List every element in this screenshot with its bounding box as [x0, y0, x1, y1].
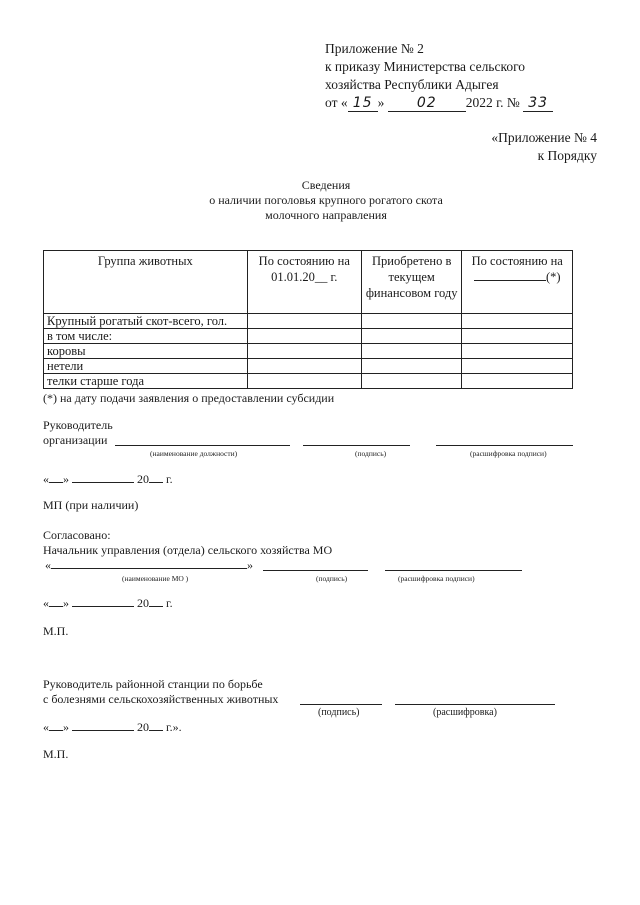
sig1-position-line — [115, 445, 290, 446]
table-cell — [462, 344, 573, 359]
sig1-caption-position: (наименование должности) — [150, 449, 238, 458]
agreed-caption-decode: (расшифровка подписи) — [398, 574, 475, 583]
header-line-2: к приказу Министерства сельского — [325, 59, 526, 74]
table-header-acquired: Приобретено в текущем финансовом году — [361, 251, 462, 314]
row-label: в том числе: — [44, 329, 248, 344]
agreed-line-2: Начальник управления (отдела) сельского хозяйства МО — [43, 543, 333, 557]
date-close-quote: » — [63, 720, 69, 734]
date-open-quote: « — [43, 720, 49, 734]
table-header-footnote-mark: (*) — [545, 270, 561, 284]
table-cell — [247, 359, 361, 374]
row-label: нетели — [44, 359, 248, 374]
date-close-quote: » — [63, 472, 69, 486]
handwritten-day: 15 — [352, 95, 373, 111]
date-prefix: от « — [325, 95, 348, 110]
sig1-caption-decode: (расшифровка подписи) — [470, 449, 547, 458]
table-header-group: Группа животных — [44, 251, 248, 314]
vet-line-2: с болезнями сельскохозяйственных животных — [43, 692, 279, 706]
vet-caption-decode: (расшифровка) — [433, 707, 497, 718]
date-year: 20 — [137, 472, 149, 486]
header-line-3: хозяйства Республики Адыгея — [325, 77, 499, 92]
table-row — [44, 344, 573, 359]
agreed-decode-line — [385, 570, 522, 571]
table-cell — [361, 314, 462, 329]
livestock-table — [43, 250, 573, 389]
agreed-mo-field — [45, 558, 253, 573]
agreed-caption-signature: (подпись) — [316, 574, 348, 583]
title-line-3: молочного направления — [265, 208, 387, 222]
date-year: 20 — [137, 720, 149, 734]
date-year-suffix: г.». — [166, 720, 182, 734]
sig1-date — [43, 472, 173, 487]
date-close-quote: » — [63, 596, 69, 610]
table-row — [44, 329, 573, 344]
row-label: коровы — [44, 344, 248, 359]
agreed-signature-line — [263, 570, 368, 571]
table-header-row — [44, 251, 573, 314]
sig1-caption-signature: (подпись) — [355, 449, 387, 458]
table-cell — [247, 374, 361, 389]
table-cell — [361, 344, 462, 359]
table-cell — [462, 329, 573, 344]
title-line-2: о наличии поголовья крупного рогатого скота — [209, 193, 443, 207]
date-year-text: 2022 г. № — [465, 95, 520, 110]
table-header-start-date: По состоянию на 01.01.20__ г. — [247, 251, 361, 314]
table-footnote: (*) на дату подачи заявления о предоставлении субсидии — [43, 391, 335, 405]
stamp-place-3: М.П. — [43, 747, 69, 761]
appendix-line-2: к Порядку — [537, 148, 597, 163]
sig1-signature-line — [303, 445, 410, 446]
table-cell — [361, 329, 462, 344]
stamp-place-2: М.П. — [43, 624, 69, 638]
sig1-decode-line — [436, 445, 573, 446]
table-cell — [247, 329, 361, 344]
row-label: телки старше года — [44, 374, 248, 389]
table-header-current-date — [462, 251, 573, 314]
table-row — [44, 374, 573, 389]
date-year-suffix: г. — [166, 472, 173, 486]
handwritten-number: 33 — [528, 95, 549, 111]
agreed-date — [43, 596, 173, 611]
sig1-line-1: Руководитель — [43, 418, 113, 432]
table-cell — [361, 374, 462, 389]
stamp-place-1: МП (при наличии) — [43, 498, 139, 512]
title-line-1: Сведения — [301, 178, 351, 192]
table-cell — [462, 374, 573, 389]
header-line-1: Приложение № 2 — [325, 41, 424, 56]
date-open-quote: « — [43, 596, 49, 610]
date-year: 20 — [137, 596, 149, 610]
table-cell — [462, 314, 573, 329]
vet-caption-signature: (подпись) — [318, 707, 360, 718]
handwritten-month: 02 — [416, 95, 437, 111]
table-cell — [247, 314, 361, 329]
vet-date — [43, 720, 182, 735]
row-label: Крупный рогатый скот-всего, гол. — [44, 314, 248, 329]
date-year-suffix: г. — [166, 596, 173, 610]
header-date-line — [325, 95, 553, 112]
agreed-line-1: Согласовано: — [43, 528, 111, 542]
mo-open-quote: « — [45, 558, 51, 572]
vet-line-1: Руководитель районной станции по борьбе — [43, 677, 263, 691]
table-row — [44, 314, 573, 329]
table-row — [44, 359, 573, 374]
date-day-close: » — [377, 95, 385, 110]
table-cell — [462, 359, 573, 374]
table-header-current-date-label: По состоянию на — [471, 254, 563, 268]
vet-signature-line — [300, 704, 382, 705]
appendix-line-1: «Приложение № 4 — [491, 130, 597, 145]
agreed-caption-mo: (наименование МО ) — [122, 574, 189, 583]
table-cell — [247, 344, 361, 359]
sig1-line-2: организации — [43, 433, 108, 447]
vet-decode-line — [395, 704, 555, 705]
table-cell — [361, 359, 462, 374]
mo-close-quote: » — [247, 558, 253, 572]
date-open-quote: « — [43, 472, 49, 486]
